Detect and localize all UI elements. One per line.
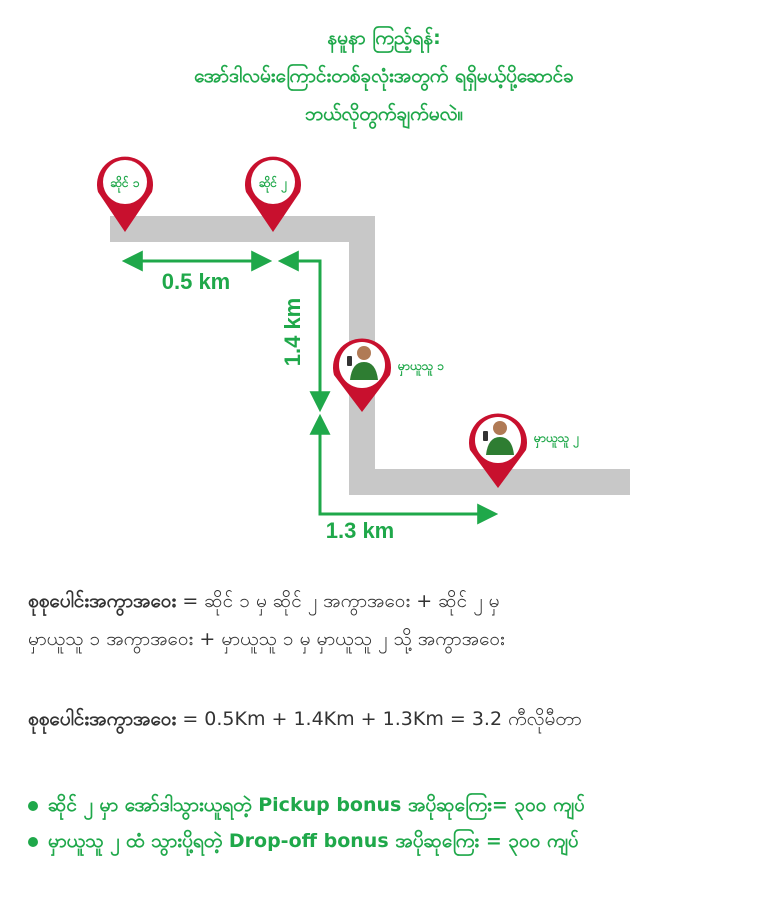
title-line-3: ဘယ်လိုတွက်ချက်မလဲ။ [304,103,464,125]
calculation-text: = 0.5Km + 1.4Km + 1.3Km = 3.2 ကီလိုမီတာ [176,708,582,730]
formula-line-1 [28,582,748,620]
bullet-dot-icon [28,837,38,847]
bonus-item-dropoff [28,826,758,856]
bonus-item-pickup [28,790,758,820]
distance-label-1: 0.5 km [161,269,231,294]
bullet-dot-icon [28,801,38,811]
customer-1-pin [333,338,391,412]
customer-1-label: မှာယူသူ ၁ [398,359,444,373]
title-line-1: နမူနာ ကြည့်ရန်: [327,27,441,49]
dropoff-bonus-text: မှာယူသူ ၂ ထံ သွားပို့ရတဲ့ Drop-off bonus အပိုဆုကြေး = ၃၀၀ ကျပ် [48,830,579,852]
formula-calculation [28,700,748,738]
shop-2-label: ဆိုင် ၂ [258,176,288,190]
formula-line-1-text: = ဆိုင် ၁ မှ ဆိုင် ၂ အကွာအဝေး + ဆိုင် ၂ မှ [176,590,500,612]
total-distance-label-2: စုစုပေါင်းအကွာအဝေး [28,708,177,730]
formula-line-2: မှာယူသူ ၁ အကွာအဝေး + မှာယူသူ ၁ မှ မှာယူသူ ၂ သို့ အကွာအဝေး [28,628,505,650]
formula-explanation [28,582,748,658]
distance-label-2: 1.4 km [280,297,305,367]
title-line-2: အော်ဒါလမ်းကြောင်းတစ်ခုလုံးအတွက် ရရှိမယ့်ပို့ဆောင်ခ [194,65,574,87]
distance-arrow-3 [320,418,494,514]
customer-2-label: မှာယူသူ ၂ [534,431,580,445]
total-distance-label: စုစုပေါင်းအကွာအဝေး [28,590,177,612]
route-diagram [0,150,768,550]
shop-1-label: ဆိုင် ၁ [110,176,140,190]
distance-label-3: 1.3 km [325,518,395,543]
pickup-bonus-text: ဆိုင် ၂ မှာ အော်ဒါသွားယူရတဲ့ Pickup bonus အပိုဆုကြေး= ၃၀၀ ကျပ် [48,794,585,816]
